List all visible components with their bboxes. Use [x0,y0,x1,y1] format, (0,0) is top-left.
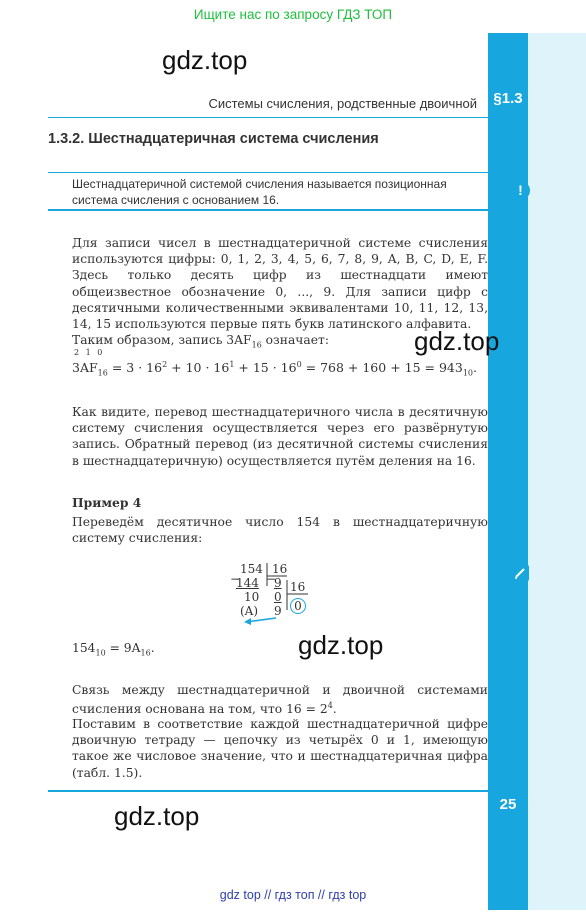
definition-text: Шестнадцатеричной системой счисления называется позиционная система счисления с основанием 16. [72,177,447,207]
paragraph-notation: Таким образом, запись $3AF_{16}$ означает: [72,333,329,350]
watermark: gdz.top [162,45,248,75]
divisor-2: 16 [290,580,306,594]
long-division-diagram: 154 16 − 144 − 9 16 10 0 (A) 9 0 [232,562,322,632]
bottom-divider [48,790,488,792]
definition-top-rule [48,172,488,173]
watermark: gdz.top [114,801,200,831]
expansion-formula: 2 1 0 $3AF_{16} = 3 \cdot 16^2 + 10 \cdot 16^1 + 15 \cdot 16^0 = 768 + 160 + 15 = 943_{10}$. [72,348,477,378]
paragraph-conversion: Как видите, перевод шестнадцатеричного числа в десятичную систему счисления осуществляется через его развёрнутую запись. Обратный перевод (из десятичной системы счисления в шестнадцатеричную) осуществляется путём деления на 16. [72,405,488,468]
search-hint-link[interactable]: Ищите нас по запросу ГДЗ ТОП [193,7,393,22]
dividend: 154 [240,562,263,576]
division-lines [232,562,322,634]
paragraph-tetrads: Поставим в соответствие каждой шестнадцатеричной цифре двоичную тетраду — цепочку из четырёх 0 и 1, имеющую такое же числовое значение, что и шестнадцатеричная цифра (табл. 1.5). [72,717,488,780]
important-icon: ! [511,181,530,200]
paragraph-binary-link: Связь между шестнадцатеричной и двоичной системами счисления основана на том, что $16 = 2^4$. [72,683,488,717]
quotient-1: 9 [274,576,282,590]
margin-strip-dark [488,33,528,910]
example-title: Пример 4 [72,495,142,510]
watermark: gdz.top [414,326,500,356]
subtrahend-2: 0 [274,590,282,604]
final-quotient: 0 [290,598,306,614]
example-result: $154_{10} = 9A_{16}$. [72,641,155,658]
divisor: 16 [272,562,288,576]
pencil-icon [511,564,529,582]
remainder-1: 10 [244,590,260,604]
running-header-title: Системы счисления, родственные двоичной [208,96,477,111]
section-number: §1.3 [493,90,523,107]
remainder-letter: (A) [240,604,259,618]
page-number: 25 [499,796,517,813]
margin-strip-light [528,33,586,910]
digit-positions: 2 1 0 [74,348,105,357]
example-text: Переведём десятичное число 154 в шестнадцатеричную систему счисления: [72,515,488,546]
subtrahend: 144 [236,576,259,590]
watermark: gdz.top [298,630,384,660]
section-title: 1.3.2. Шестнадцатеричная система счисления [48,131,379,147]
definition-bottom-rule [48,209,488,211]
paragraph-digits: Для записи чисел в шестнадцатеричной системе счисления используются цифры: 0, 1, 2, 3, 4, 5, 6, 7, 8, 9, A, B, C, D, E, F. Здесь только десять цифр из шестнадцати имеют общеизвестное обозначение 0, ..., 9. Для записи цифр с десятичными количественными эквивалентами 10, 11, 12, 13, 14, 15 используются первые пять букв латинского алфавита. [72,236,488,332]
footer-links[interactable]: gdz top // гдз топ // гдз top [219,888,367,902]
remainder-2: 9 [274,604,282,618]
header-divider [48,117,488,118]
